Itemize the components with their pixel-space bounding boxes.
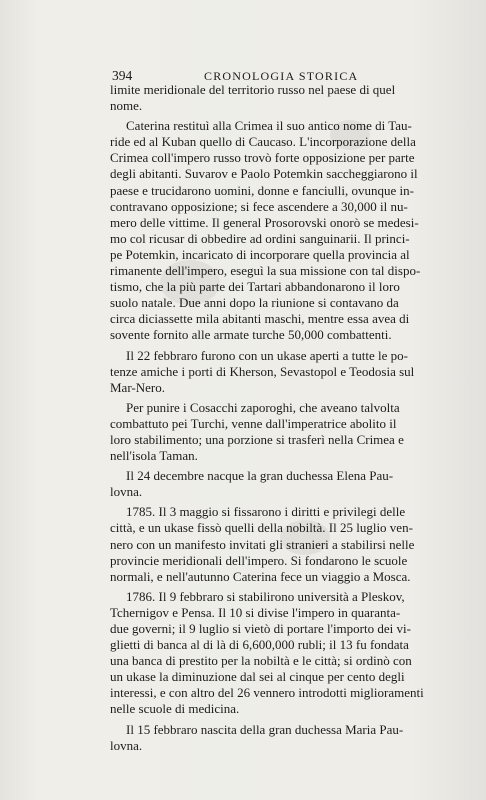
paragraph [110, 399, 404, 464]
text-line: Il 24 decembre nacque la gran duchessa Elena Pau- [126, 468, 394, 484]
text-line: lovna. [110, 484, 143, 500]
text-line: un ukase la diminuzione dal sei al cinque per cento degli [110, 669, 405, 685]
body-text [110, 82, 424, 754]
paragraph [110, 504, 415, 584]
text-line: mo col ricusar di obbedire ad ordini sanguinarii. Il princi- [110, 230, 410, 246]
text-line: mero delle vittime. Il general Prosorovski onorò se medesi- [110, 214, 419, 230]
text-line: Il 22 febbraro furono con un ukase aperti a tutte le po- [126, 347, 408, 363]
paragraph [110, 721, 404, 754]
text-line: lovna. [110, 737, 143, 753]
running-head: CRONOLOGIA STORICA [204, 69, 359, 83]
text-line: suolo natale. Due anni dopo la riunione si contavano da [110, 295, 399, 311]
text-line: normali, e nell'autunno Caterina fece un viaggio a Mosca. [110, 568, 411, 584]
text-line: provincie meridionali dell'impero. Si fondarono le scuole [110, 552, 408, 568]
text-line: nome. [110, 98, 143, 114]
text-line: 1785. Il 3 maggio si fissarono i diritti e privilegi delle [126, 504, 406, 520]
text-line: tenze amiche i porti di Kherson, Sevastopol e Teodosia sul [110, 363, 415, 379]
text-line: circa diciassette mila abitanti maschi, mentre essa avea di [110, 311, 410, 327]
text-line: 1786. Il 9 febbraro si stabilirono università a Pleskov, [126, 588, 405, 604]
text-line: degli abitanti. Suvarov e Paolo Potemkin saccheggiarono il [110, 166, 418, 182]
text-line: paese e trucidarono uomini, donne e fanciulli, ovunque in- [110, 182, 414, 198]
text-line: limite meridionale del territorio russo nel paese di quel [110, 82, 396, 97]
text-line: una banca di prestito per la nobiltà e le città; si ordinò con [110, 653, 412, 669]
text-line: città, e un ukase fissò quelli della nobiltà. Il 25 luglio ven- [110, 520, 413, 536]
paragraph [110, 468, 394, 500]
text-line: Crimea coll'impero russo trovò forte opposizione per parte [110, 150, 415, 166]
text-line: Mar-Nero. [110, 379, 165, 395]
paragraph [110, 588, 424, 718]
text-line: Caterina restituì alla Crimea il suo antico nome di Tau- [126, 118, 412, 134]
text-line: interessi, e con altro del 26 vennero introdotti miglioramenti [110, 685, 424, 701]
text-line: nero con un manifesto invitati gli stranieri a stabilirsi nelle [110, 536, 415, 552]
text-line: nell'isola Taman. [110, 448, 198, 464]
paragraph [110, 82, 396, 114]
page-number: 394 [112, 68, 133, 83]
text-line: combattuto pei Turchi, venne dall'imperatrice abolito il [110, 415, 397, 431]
text-line: ride ed al Kuban quello di Caucaso. L'incorporazione della [110, 134, 416, 150]
text-line: glietti di banca al di là di 6,600,000 rubli; il 13 fu fondata [110, 637, 409, 653]
text-line: Il 15 febbraro nascita della gran duchessa Maria Pau- [126, 721, 404, 737]
text-line: pe Potemkin, incaricato di incorporare quella provincia al [110, 246, 410, 262]
text-line: Tchernigov e Pensa. Il 10 si divise l'impero in quaranta- [110, 604, 401, 620]
text-line: rimanente dell'impero, eseguì la sua missione con tal dispo- [110, 263, 421, 279]
paragraph [110, 347, 415, 396]
paragraph [110, 118, 421, 343]
text-line: sovente fornito alle armate turche 50,000 combattenti. [110, 327, 392, 343]
text-line: due governi; il 9 luglio si vietò di portare l'importo dei vi- [110, 621, 411, 636]
text-line: nelle scuole di medicina. [110, 701, 240, 717]
text-line: tismo, che la più parte dei Tartari abbandonarono il loro [110, 279, 400, 295]
text-line: contravano opposizione; si fece ascendere a 30,000 il nu- [110, 198, 408, 214]
text-line: loro stabilimento; una porzione si trasferì nella Crimea e [110, 431, 404, 447]
text-line: Per punire i Cosacchi zaporoghi, che aveano talvolta [126, 399, 400, 415]
